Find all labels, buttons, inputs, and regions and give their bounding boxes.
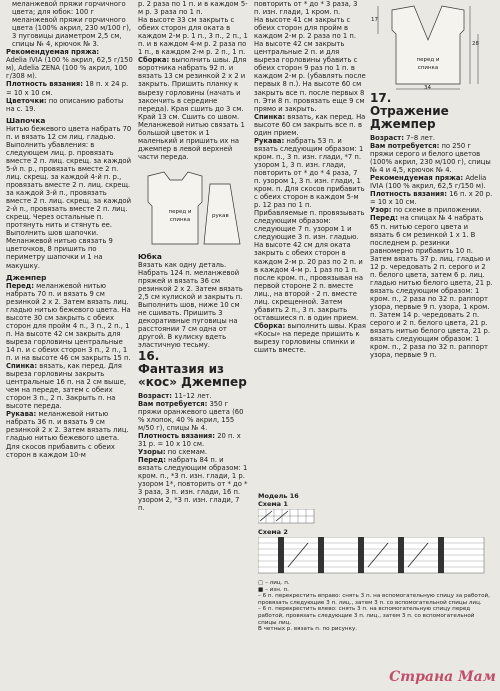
age-heading-17: Возраст: bbox=[370, 134, 404, 142]
back-text-16: вязать, как перед. На высоте 60 см закрыть все п. в один прием. bbox=[254, 112, 366, 137]
yarn-text-17: Adelia IVIA (100 % акрил, 62,5 г/150 м). bbox=[370, 174, 487, 191]
need-text: 350 г пряжи оранжевого цвета (60 % хлопок, 40 % акрил, 155 м/50 г), спицы № 4. bbox=[138, 399, 244, 432]
yarn-heading-17: Рекомендуемая пряжа: bbox=[370, 174, 464, 183]
front-text-16: набрать 84 п. и вязать следующим образом: 1 кром. п., *3 п. изн. глади, 1 р. узором 1*, повторить от * до * 3 раза, 3 п. изн. глади, 16 п. узором 2, *3 п. изн. глади, 7 п. bbox=[138, 455, 248, 513]
density-text-16: 20 п. x 31 р. = 10 х 10 см. bbox=[138, 431, 241, 448]
column-1 bbox=[6, 0, 133, 459]
section-16-number: 16. bbox=[138, 348, 160, 363]
site-watermark: Страна Мам bbox=[389, 669, 496, 685]
assembly-heading: Сборка: bbox=[138, 56, 170, 65]
front-heading: Перед: bbox=[6, 281, 34, 290]
materials-text: меланжевой пряжи горчичного цвета; для юбок: 100 г меланжевой пряжи горчичного цвета (100% акрил, 230 м/100 г), 3 пуговицы диаметром 2,5 см, спицы № 4, крючок № 3. bbox=[12, 0, 132, 49]
front-back-label: перед и спинка bbox=[168, 208, 192, 223]
sleeve-label: рукав bbox=[212, 212, 229, 219]
scheme-1-grid bbox=[258, 509, 318, 525]
pattern-heading-17: Узор: bbox=[370, 206, 392, 215]
column-2 bbox=[138, 0, 248, 512]
sleeves-text: меланжевой нитью набрать 36 п. и вязать 9 см резинкой 2 х 2. Затем вязать лиц. гладью нитью бежевого цвета. Для скосов прибавить с обеих сторон в каждом 10-м bbox=[6, 410, 129, 459]
density-text-17: 16 п. x 20 р. = 10 х 10 см. bbox=[370, 190, 493, 207]
front-back-label-17: перед и спинка bbox=[416, 57, 440, 72]
density-heading: Плотность вязания: bbox=[6, 80, 84, 89]
need-text-17: по 250 г пряжи серого и белого цветов (100% акрил, 230 м/100 г), спицы № 4 и 4,5, крючок № 4. bbox=[370, 142, 491, 175]
assembly-text: выполнить швы. Для воротника набрать 92 п. и вязать 13 см резинкой 2 х 2 и закрыть. Пришить планку к вырезу горловины (начать и закончить в середине переда). Края сшить до 3 см. Край 13 см. Сшить со швом. Меланжевой нитью связать 1 большой цветок и 1 маленький и пришить их на джемпер в левой верхней части переда. bbox=[138, 56, 247, 161]
schematic-diagram-2 bbox=[370, 0, 494, 92]
age-text: 11–12 лет. bbox=[174, 391, 212, 400]
sleeves-cap-text: На высоте 33 см закрыть с обеих сторон для оката в каждом 2-м р. 1 п., 3 п., 2 п., 1 п. и в каждом 4-м р. 2 раза по 1 п., в каждом 2-м р. 2 п., 1 п. bbox=[138, 16, 248, 57]
sleeves-heading: Рукава: bbox=[6, 410, 37, 419]
front-heading-16: Перед: bbox=[138, 455, 166, 464]
front-text: меланжевой нитью набрать 70 п. и вязать 9 см резинкой 2 х 2. Затем вязать лиц. гладью нитью бежевого цвета. На высоте 30 см закрыть с обеих сторон для пройм 4 п., 3 п., 2 п., 1 п. На высоте 42 см закрыть для выреза горловины центральные 14 п. и с обеих сторон 3 п., 2 п., 1 п. и на высоте 46 см закрыть 15 п. bbox=[6, 281, 131, 363]
dim-34: 34 bbox=[424, 85, 431, 91]
legend-note: В четных р. вязать п. по рисунку. bbox=[258, 626, 358, 633]
neckline-text: На высоте 42 см закрыть центральные 2 п. и для выреза горловины убавить с обеих сторон 9 раз по 1 п. в каждом 2-м р. (убавлять после первых 8 п.). На высоте 60 см закрыть все п. после первых 8 п. Эти 8 п. провязать еще 9 см прямо и закрыть. bbox=[254, 40, 366, 113]
flowers-text: по описанию работы на с. 19. bbox=[6, 96, 124, 113]
pattern-text-17: по схеме в приложении. bbox=[393, 206, 482, 215]
sleeves-heading-16: Рукава: bbox=[254, 136, 285, 145]
jumper-schematic bbox=[138, 164, 248, 250]
column-4 bbox=[370, 0, 494, 359]
yarn-text: Adelia IVIA (100 % акрил, 62,5 г/150 м), Adelia ZENA (100 % акрил, 100 г/308 м). bbox=[6, 56, 133, 81]
jumper-heading: Джемпер bbox=[6, 272, 47, 282]
column-3 bbox=[254, 0, 366, 354]
back-text: вязать, как перед. Для выреза горловины закрыть центральные 16 п. на 2 см выше, чем на переде, затем с обеих сторон 3 п., 2 п. Закрыть п. на высоте переда. bbox=[6, 362, 126, 411]
schematic-diagram-1 bbox=[138, 164, 248, 250]
age-heading: Возраст: bbox=[138, 391, 172, 400]
armhole-text: На высоте 41 см закрыть с обеих сторон для пройм в каждом 2-м р. 2 раза по 1 п. bbox=[254, 16, 356, 41]
patterns-text: по схемам. bbox=[167, 447, 208, 456]
section-17-title: Отражение Джемпер bbox=[370, 104, 449, 131]
scheme-2-grid bbox=[258, 537, 494, 577]
density-text: 18 п. х 24 р. = 10 х 10 см. bbox=[6, 80, 129, 97]
assembly-heading-16: Сборка: bbox=[254, 321, 286, 330]
legend-cable-right: – 6 п. перекрестить вправо: снять 3 п. на вспомогательную спицу за работой, провязать следующие 3 п. лиц., затем 3 п. со вспомогательной спицы лиц. bbox=[258, 593, 490, 606]
scheme-1-title: Схема 1 bbox=[258, 500, 288, 508]
dim-17: 17 bbox=[371, 17, 378, 23]
need-heading: Вам потребуется: bbox=[138, 399, 208, 408]
hat-heading: Шапочка bbox=[6, 115, 46, 125]
section-17-number: 17. bbox=[370, 91, 392, 105]
back-heading-16: Спинка: bbox=[254, 112, 286, 121]
age-text-17: 7–8 лет. bbox=[406, 134, 435, 142]
front-cont-text: повторить от * до * 3 раза, 3 п. изн. глади, 1 кром. п. bbox=[254, 0, 358, 17]
back-heading: Спинка: bbox=[6, 362, 38, 371]
assembly-text-16: выполнить швы. Края «Косы» на переде пришить к вырезу горловины спинки и сшить вместе. bbox=[254, 321, 366, 355]
density-heading-17: Плотность вязания: bbox=[370, 190, 448, 199]
patterns-heading: Узоры: bbox=[138, 447, 166, 456]
flowers-heading: Цветочки: bbox=[6, 96, 47, 105]
sleeves-text-16: набрать 53 п. и вязать следующим образом: 1 кром. п., 3 п. изн. глади, *7 п. узором 1, 3 п. изн. глади, повторить от * до * 4 раза, 7 п. узором 1, 3 п. изн. глади, 1 кром. п. Для скосов прибавить с обеих сторон в каждом 5-м р. 12 раз по 1 п. Прибавляемые п. провязывать следующим образом: следующие 7 п. узором 1 и следующие 3 п. изн. гладью. На высоте 42 см для оката закрыть с обеих сторон в каждом 2-м р. 20 раз по 2 п. и в каждом 4-м р. 1 раз по 1 п. после кром. п., провязывая на первой стороне 2 п. вместе лиц., на второй - 2 п. вместе лиц. скрещенной. Затем убавить 2 п., 3 п. закрыть оставшиеся п. в один прием. bbox=[254, 136, 365, 322]
section-16-title: Фантазия из «кос» Джемпер bbox=[138, 361, 247, 389]
need-heading-17: Вам потребуется: bbox=[370, 142, 440, 151]
legend-knit: ▢ – лиц. п. bbox=[258, 580, 290, 586]
model-16-schemes bbox=[258, 492, 494, 633]
skirt-text: Вязать как одну деталь. Набрать 124 п. меланжевой пряжей и вязать 36 см резинкой 2 х 2. Затем вязать 2,5 см кулиской и закрыть п. Выполнить шов, ниже 10 см не сшивать. Пришить 3 декоративные пуговицы на расстоянии 7 см одна от другой. В кулиску вдеть эластичную тесьму. bbox=[138, 260, 243, 350]
scheme-2-title: Схема 2 bbox=[258, 528, 288, 536]
yarn-heading: Рекомендуемая пряжа: bbox=[6, 48, 100, 57]
front-heading-17: Перед: bbox=[370, 214, 398, 223]
front-text-17: на спицах № 4 набрать 65 п. нитью серого цвета и вязать 6 см резинкой 1 х 1. В последнем р. резинки равномерно прибавить 10 п. Затем вязать 37 р. лиц. гладью и 12 р. чередовать 2 п. серого и 2 п. белого цвета, затем 6 р. лиц. гладью нитью белого цвета, 21 р. вязать следующим образом: 1 кром. п., 2 раза по 32 п. раппорт узора, первые 9 п. узора, 1 кром. п. Затем 14 р. чередовать 2 п. серого и 2 п. белого цвета, 21 р. вязать нитью белого цвета, 21 р. вязать следующим образом: 1 кром. п., 2 раза по 32 п. раппорт узора, первые 9 п. bbox=[370, 214, 493, 360]
hat-text: Нитью бежевого цвета набрать 70 п. и вязать 12 см лиц. гладью. Выполнить убавления: в следующем лиц. р. провязать вместе 2 п. лиц. скрещ. за каждой 5-й п. р., провязать вместе 2 п. лиц. скрещ. за каждой 4-й п. р., провязать вместе 2 п. лиц. скрещ. за каждой 3-й п., провязать вместе 2 п. лиц. скрещ. за каждой 2-й п., провязать вместе 2 п. лиц. скрещ. Через остальные п. протянуть нить и стянуть ее. Выполнить шов шапочки. Меланжевой нитью связать 9 цветочков, 8 пришить по периметру шапочки и 1 на макушку. bbox=[6, 124, 132, 270]
dim-28: 28 bbox=[472, 41, 479, 47]
legend-cable-left: – 6 п. перекрестить влево: снять 3 п. на вспомогательную спицу перед работой, провязать следующие 3 п. лиц., затем 3 п. со вспомогательной спицы лиц. bbox=[258, 606, 475, 626]
sleeves-cont-text: р. 2 раза по 1 п. и в каждом 5-м р. 3 раза по 1 п. bbox=[138, 0, 248, 17]
skirt-heading: Юбка bbox=[138, 251, 162, 261]
density-heading-16: Плотность вязания: bbox=[138, 431, 216, 440]
model-title: Модель 16 bbox=[258, 492, 299, 500]
legend-purl: ■ – изн. п. bbox=[258, 586, 289, 593]
